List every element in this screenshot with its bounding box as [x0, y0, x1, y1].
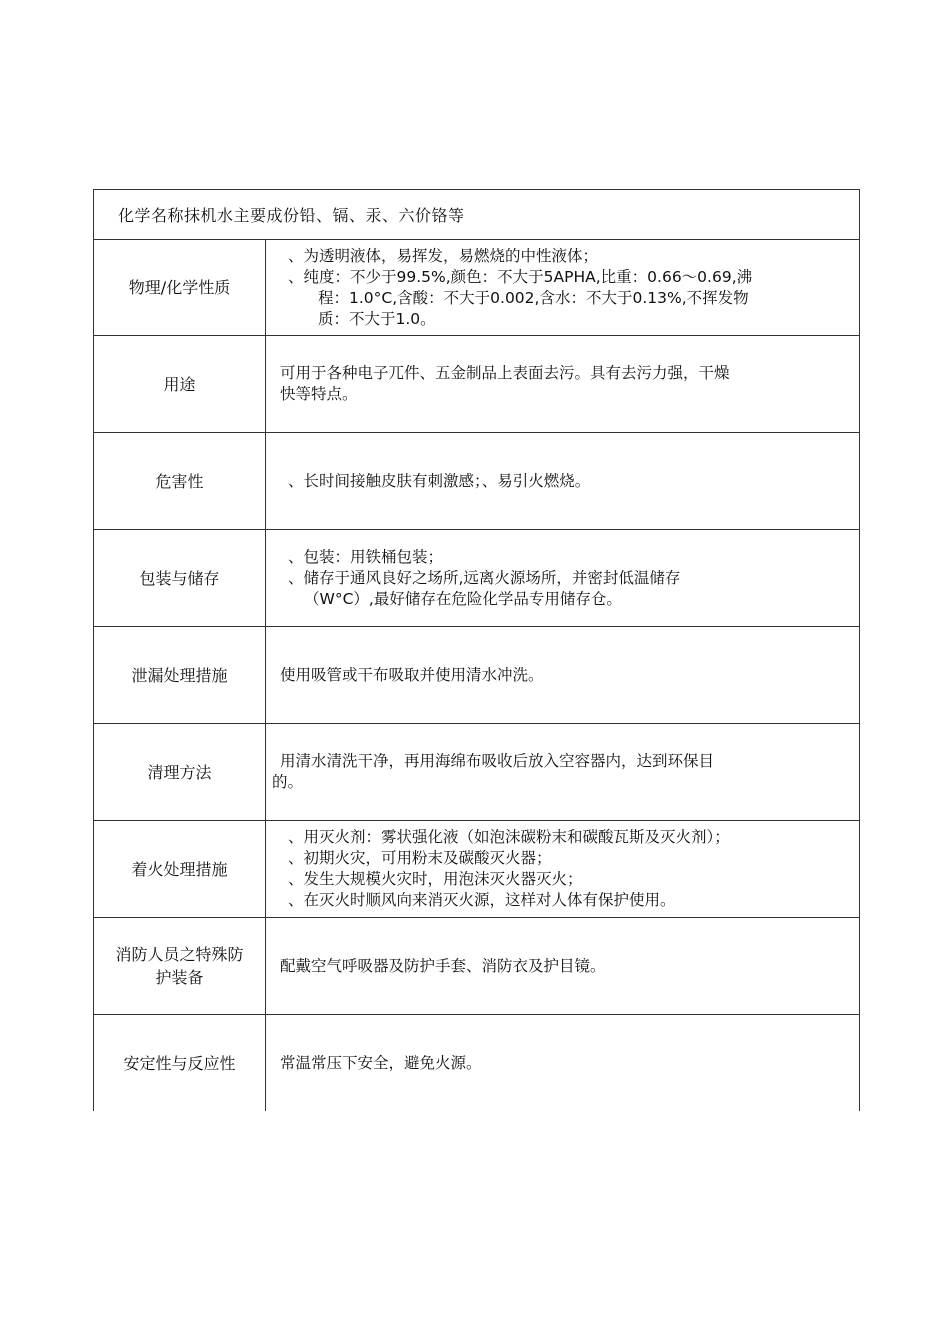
storage-line-3: （W°C）,最好储存在危险化学品专用储存仓。 — [304, 589, 622, 608]
storage-line-2: 、储存于通风良好之场所,远离火源场所，并密封低温储存 — [288, 568, 681, 587]
fire-line-1: 、用灭火剂：雾状强化液（如泡沫碳粉末和碳酸瓦斯及灭火剂）； — [288, 828, 730, 846]
label-firefighter-equipment — [94, 918, 266, 1014]
property-line-3: 程：1.0°C,含酸：不大于0.002,含水：不大于0.13%,不挥发物 — [318, 288, 749, 307]
content-hazard — [266, 433, 859, 529]
leak-line-1: 使用吸管或干布吸取并使用清水冲洗。 — [280, 665, 544, 684]
row-stability — [94, 1015, 859, 1111]
chemical-name-title: 化学名称抹机水主要成份铅、镉、汞、六价铬等 — [118, 206, 465, 225]
label-stability: 安定性与反应性 — [94, 1015, 266, 1111]
row-usage — [94, 336, 859, 433]
label-packaging-storage: 包装与储存 — [94, 530, 266, 626]
content-stability — [266, 1015, 859, 1111]
property-line-2: 、纯度：不少于99.5%,颜色：不大于5APHA,比重：0.66〜0.69,沸 — [288, 267, 753, 286]
label-cleanup: 清理方法 — [94, 724, 266, 820]
fire-line-2: 、初期火灾，可用粉末及碳酸灭火器； — [288, 849, 552, 867]
label-usage: 用途 — [94, 336, 266, 432]
fire-line-4: 、在灭火时顺风向来消灭火源，这样对人体有保护使用。 — [288, 891, 676, 909]
hazard-line-1: 、长时间接触皮肤有刺激感；、易引火燃烧。 — [288, 471, 591, 490]
content-packaging-storage — [266, 530, 859, 626]
content-physical-chemical — [266, 240, 859, 335]
usage-line-2: 快等特点。 — [280, 385, 358, 403]
property-line-1: 、为透明液体，易挥发，易燃烧的中性液体； — [288, 246, 599, 265]
row-hazard — [94, 433, 859, 530]
content-fire-handling — [266, 821, 859, 917]
content-leak-handling — [266, 627, 859, 723]
content-usage — [266, 336, 859, 432]
row-cleanup — [94, 724, 859, 821]
label-physical-chemical: 物理/化学性质 — [94, 240, 266, 335]
storage-line-1: 、包装：用铁桶包装； — [288, 547, 444, 566]
fire-line-3: 、发生大规模火灾时，用泡沫灭火器灭火； — [288, 870, 583, 888]
equipment-line-1: 配戴空气呼吸器及防护手套、消防衣及护目镜。 — [280, 956, 606, 975]
chemical-name-row — [94, 190, 859, 240]
row-fire-handling — [94, 821, 859, 918]
content-firefighter-equipment — [266, 918, 859, 1014]
row-packaging-storage — [94, 530, 859, 627]
msds-table — [93, 189, 860, 1111]
stability-line-1: 常温常压下安全，避免火源。 — [280, 1053, 482, 1072]
row-leak-handling — [94, 627, 859, 724]
content-cleanup — [266, 724, 859, 820]
cleanup-line-2: 的。 — [272, 773, 304, 791]
row-firefighter-equipment — [94, 918, 859, 1015]
label-firefighter-equipment-line-2: 护装备 — [155, 968, 204, 987]
cleanup-line-1: 用清水清洗干净，再用海绵布吸收后放入空容器内，达到环保目 — [280, 752, 715, 770]
label-leak-handling: 泄漏处理措施 — [94, 627, 266, 723]
usage-line-1: 可用于各种电子兀件、五金制品上表面去污。具有去污力强，干燥 — [280, 364, 730, 382]
label-fire-handling: 着火处理措施 — [94, 821, 266, 917]
row-physical-chemical — [94, 240, 859, 336]
label-hazard: 危害性 — [94, 433, 266, 529]
property-line-4: 质：不大于1.0。 — [318, 309, 436, 328]
label-firefighter-equipment-line-1: 消防人员之特殊防 — [115, 945, 244, 964]
